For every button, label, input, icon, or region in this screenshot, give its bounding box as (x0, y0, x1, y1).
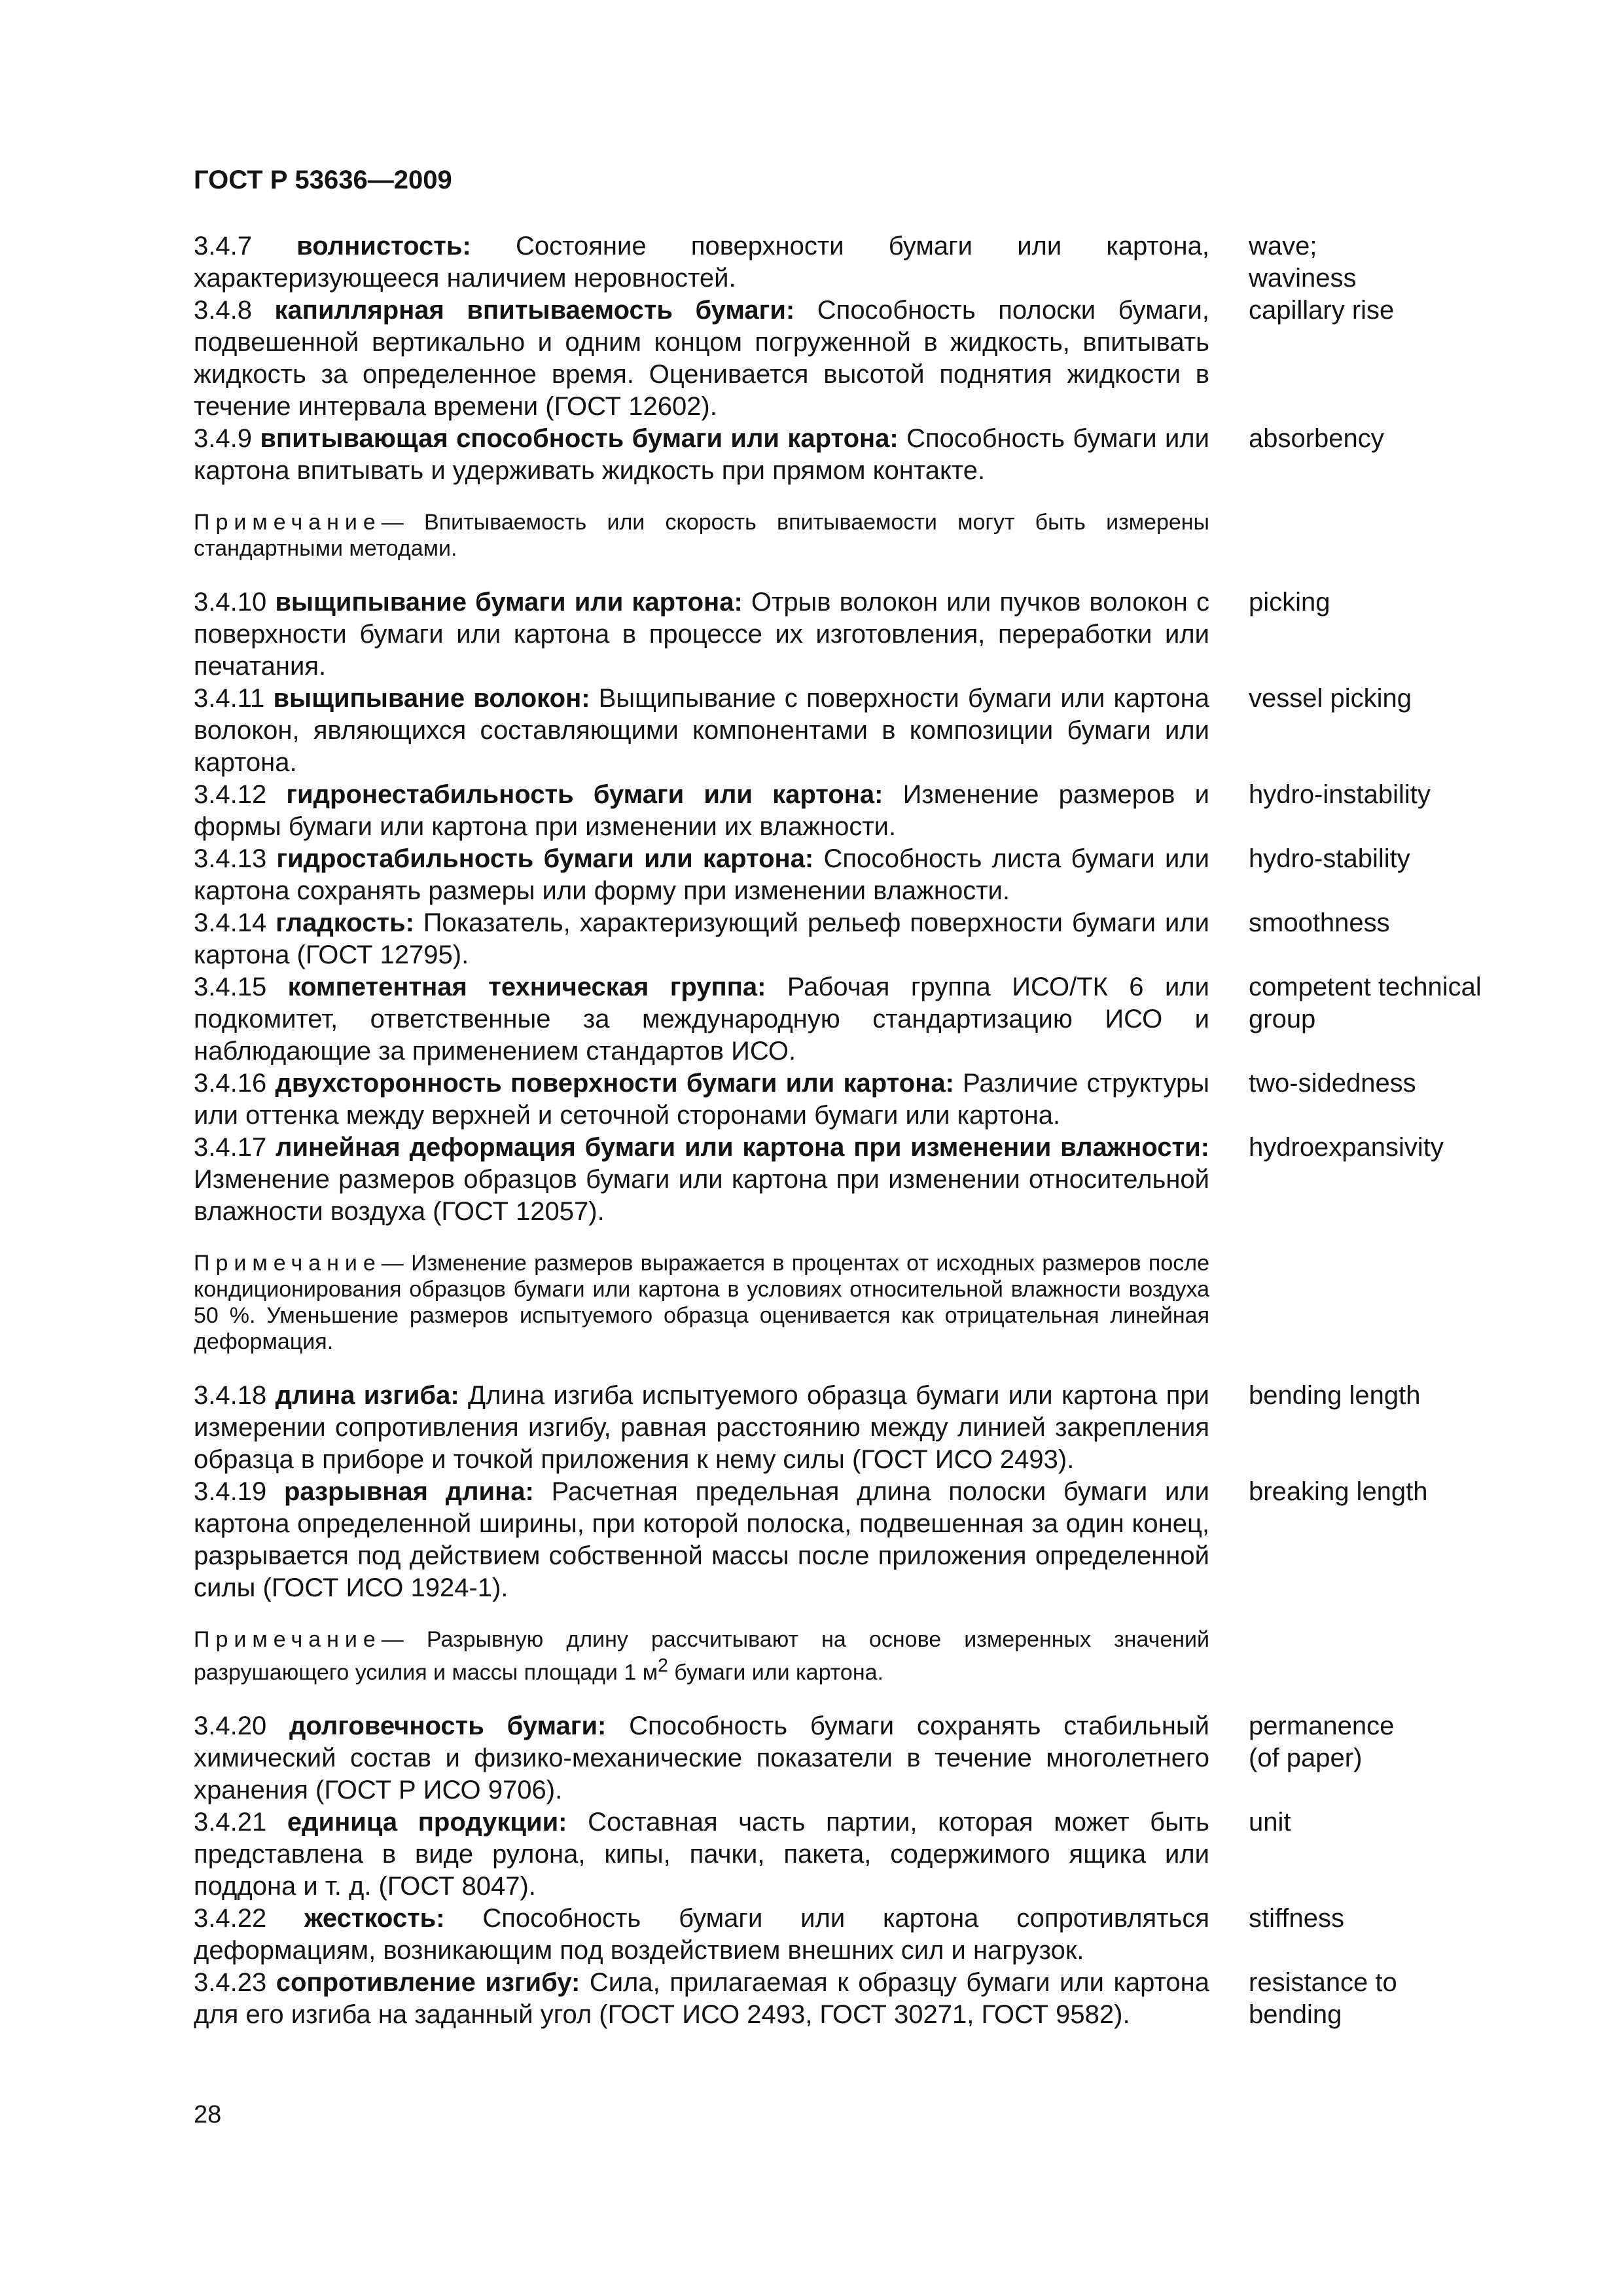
entries-group-1 (194, 230, 1529, 487)
note-3 (194, 1626, 1209, 1685)
english-equivalent: competent technical group (1249, 973, 1482, 1033)
term-definition: Способность листа бумаги или картона сохранять размеры или форму при изменении влажности. (194, 844, 1209, 905)
term-entry (194, 230, 1529, 295)
term-name: выщипывание бумаги или картона: (275, 588, 743, 617)
term-definition-block (194, 971, 1209, 1067)
english-equivalent: permanence (of paper) (1249, 1712, 1395, 1773)
term-number: 3.4.9 (194, 424, 252, 453)
term-entry (194, 779, 1529, 843)
note-2 (194, 1250, 1209, 1355)
note-1 (194, 509, 1209, 562)
term-definition-block (194, 779, 1209, 843)
term-number: 3.4.14 (194, 908, 267, 937)
note-label: Примечание (194, 510, 382, 535)
term-definition-block (194, 1067, 1209, 1132)
term-definition: Способность полоски бумаги, подвешенной вертикально и одним концом погруженной в жидкость, впитывать жидкость за определенное время. Оценивается высотой поднятия жидкости в течение интервала времени (ГОСТ 12602). (194, 296, 1210, 421)
english-equivalent: vessel picking (1249, 684, 1412, 713)
term-definition-block (194, 1903, 1209, 1967)
term-name: волнистость: (296, 232, 471, 260)
term-definition: Различие структуры или оттенка между верхней и сеточной сторонами бумаги или картона. (194, 1069, 1210, 1130)
term-definition-block (194, 1806, 1209, 1903)
term-entry (194, 295, 1529, 423)
term-number: 3.4.16 (194, 1069, 267, 1098)
term-definition-block (194, 1132, 1209, 1228)
term-definition-block (194, 907, 1209, 971)
term-definition: Способность бумаги или картона сопротивляться деформациям, возникающим под воздействием внешних сил и нагрузок. (194, 1904, 1209, 1965)
term-entry (194, 1380, 1529, 1476)
english-equivalent: picking (1249, 588, 1330, 617)
english-equivalent: absorbency (1249, 424, 1384, 453)
english-equivalent: stiffness (1249, 1904, 1344, 1933)
english-equivalent: unit (1249, 1808, 1291, 1837)
term-definition: Изменение размеров и формы бумаги или картона при изменении их влажности. (194, 780, 1210, 841)
term-entry (194, 1132, 1529, 1228)
term-entry (194, 1806, 1529, 1903)
term-definition: Рабочая группа ИСО/ТК 6 или подкомитет, ответственные за международную стандартизацию ИСО и наблюдающие за применением стандартов ИСО. (194, 973, 1209, 1066)
term-definition: Отрыв волокон или пучков волокон с поверхности бумаги или картона в процессе их изготовления, переработки или печатания. (194, 588, 1209, 681)
entries-group-3 (194, 1380, 1529, 1604)
term-number: 3.4.7 (194, 232, 252, 260)
term-name: длина изгиба: (275, 1381, 459, 1410)
term-name: компетентная техническая группа: (287, 973, 766, 1001)
term-definition: Способность бумаги сохранять стабильный химический состав и физико-механические показатели в течение многолетнего хранения (ГОСТ Р ИСО 9706). (194, 1712, 1209, 1805)
term-number: 3.4.13 (194, 844, 267, 873)
term-name: долговечность бумаги: (289, 1712, 607, 1741)
document-page (194, 164, 1529, 2031)
term-definition-block (194, 1967, 1209, 2031)
term-definition-block (194, 843, 1209, 907)
term-entry (194, 423, 1529, 487)
term-name: разрывная длина: (284, 1477, 534, 1506)
page-number: 28 (194, 2101, 222, 2128)
term-name: гидронестабильность бумаги или картона: (286, 780, 883, 809)
english-equivalent: capillary rise (1249, 296, 1395, 325)
term-number: 3.4.20 (194, 1712, 267, 1741)
term-definition-block (194, 1380, 1209, 1476)
term-number: 3.4.23 (194, 1968, 267, 1998)
term-name: гладкость: (276, 908, 414, 937)
standard-header: ГОСТ Р 53636—2009 (194, 166, 452, 194)
term-number: 3.4.18 (194, 1381, 267, 1410)
english-equivalent: hydroexpansivity (1249, 1133, 1444, 1162)
term-number: 3.4.22 (194, 1904, 267, 1933)
note-text: — Разрывную длину рассчитывают на основе измеренных значений разрушающего усилия и массы площади 1 м (194, 1627, 1209, 1685)
english-equivalent: breaking length (1249, 1477, 1428, 1506)
term-definition: Изменение размеров образцов бумаги или картона при изменении относительной влажности воздуха (ГОСТ 12057). (194, 1165, 1209, 1226)
english-equivalent: resistance to bending (1249, 1968, 1397, 2030)
english-equivalent: bending length (1249, 1381, 1421, 1410)
note-label: Примечание (194, 1627, 382, 1652)
term-entry (194, 907, 1529, 971)
term-number: 3.4.10 (194, 588, 267, 617)
term-number: 3.4.8 (194, 296, 252, 325)
term-definition: Длина изгиба испытуемого образца бумаги или картона при измерении сопротивления изгибу, равная расстоянию между линией закрепления образца в приборе и точкой приложения к нему силы (ГОСТ ИСО 2493). (194, 1381, 1209, 1474)
note-text: — Изменение размеров выражается в процентах от исходных размеров после кондиционирования образцов бумаги или картона в условиях относительной влажности воздуха 50 %. Уменьшение размеров испытуемого образца оценивается как отрицательная линейная деформация. (194, 1251, 1209, 1354)
note-superscript: 2 (658, 1655, 668, 1676)
english-equivalent: smoothness (1249, 908, 1390, 937)
term-definition-block (194, 1476, 1209, 1604)
term-number: 3.4.17 (194, 1133, 267, 1162)
term-definition: Способность бумаги или картона впитывать и удерживать жидкость при прямом контакте. (194, 424, 1209, 485)
term-definition: Сила, прилагаемая к образцу бумаги или картона для его изгиба на заданный угол (ГОСТ ИСО 2493, ГОСТ 30271, ГОСТ 9582). (194, 1968, 1209, 2030)
term-name: капиллярная впитываемость бумаги: (274, 296, 795, 325)
term-entry (194, 843, 1529, 907)
term-entry (194, 1967, 1529, 2031)
term-definition-block (194, 230, 1209, 295)
note-text: — Впитываемость или скорость впитываемости могут быть измерены стандартными методами. (194, 510, 1209, 561)
term-name: единица продукции: (287, 1808, 567, 1837)
term-entry (194, 1903, 1529, 1967)
term-definition-block (194, 295, 1209, 423)
english-equivalent: wave; waviness (1249, 232, 1357, 293)
term-name: выщипывание волокон: (273, 684, 590, 713)
term-entry (194, 1710, 1529, 1806)
term-entry (194, 586, 1529, 683)
term-name: впитывающая способность бумаги или картона: (260, 424, 899, 453)
term-definition-block (194, 423, 1209, 487)
english-equivalent: hydro-stability (1249, 844, 1410, 873)
entries-group-2 (194, 586, 1529, 1228)
term-number: 3.4.21 (194, 1808, 267, 1837)
term-name: гидростабильность бумаги или картона: (276, 844, 814, 873)
term-definition: Выщипывание с поверхности бумаги или картона волокон, являющихся составляющими компонентами в композиции бумаги или картона. (194, 684, 1209, 777)
term-entry (194, 971, 1529, 1067)
term-name: жесткость: (304, 1904, 445, 1933)
term-number: 3.4.11 (194, 684, 265, 713)
term-number: 3.4.12 (194, 780, 267, 809)
note-label: Примечание (194, 1251, 382, 1276)
term-number: 3.4.19 (194, 1477, 267, 1506)
english-equivalent: hydro-instability (1249, 780, 1431, 809)
term-definition: Состояние поверхности бумаги или картона, характеризующееся наличием неровностей. (194, 232, 1209, 293)
term-name: линейная деформация бумаги или картона при изменении влажности: (276, 1133, 1209, 1162)
note-text-end: бумаги или картона. (668, 1660, 883, 1685)
term-name: сопротивление изгибу: (276, 1968, 580, 1998)
term-entry (194, 1476, 1529, 1604)
term-definition: Составная часть партии, которая может быть представлена в виде рулона, кипы, пачки, пакета, содержимого ящика или поддона и т. д. (ГОСТ 8047). (194, 1808, 1210, 1901)
term-definition-block (194, 683, 1209, 779)
term-number: 3.4.15 (194, 973, 267, 1001)
term-definition-block (194, 586, 1209, 683)
term-entry (194, 1067, 1529, 1132)
entries-group-4 (194, 1710, 1529, 2031)
english-equivalent: two-sidedness (1249, 1069, 1416, 1098)
term-definition: Расчетная предельная длина полоски бумаги или картона определенной ширины, при которой полоска, подвешенная за один конец, разрывается под действием собственной массы после приложения определенной силы (ГОСТ ИСО 1924-1). (194, 1477, 1209, 1602)
term-entry (194, 683, 1529, 779)
term-definition: Показатель, характеризующий рельеф поверхности бумаги или картона (ГОСТ 12795). (194, 908, 1209, 969)
term-definition-block (194, 1710, 1209, 1806)
term-name: двухсторонность поверхности бумаги или картона: (275, 1069, 954, 1098)
